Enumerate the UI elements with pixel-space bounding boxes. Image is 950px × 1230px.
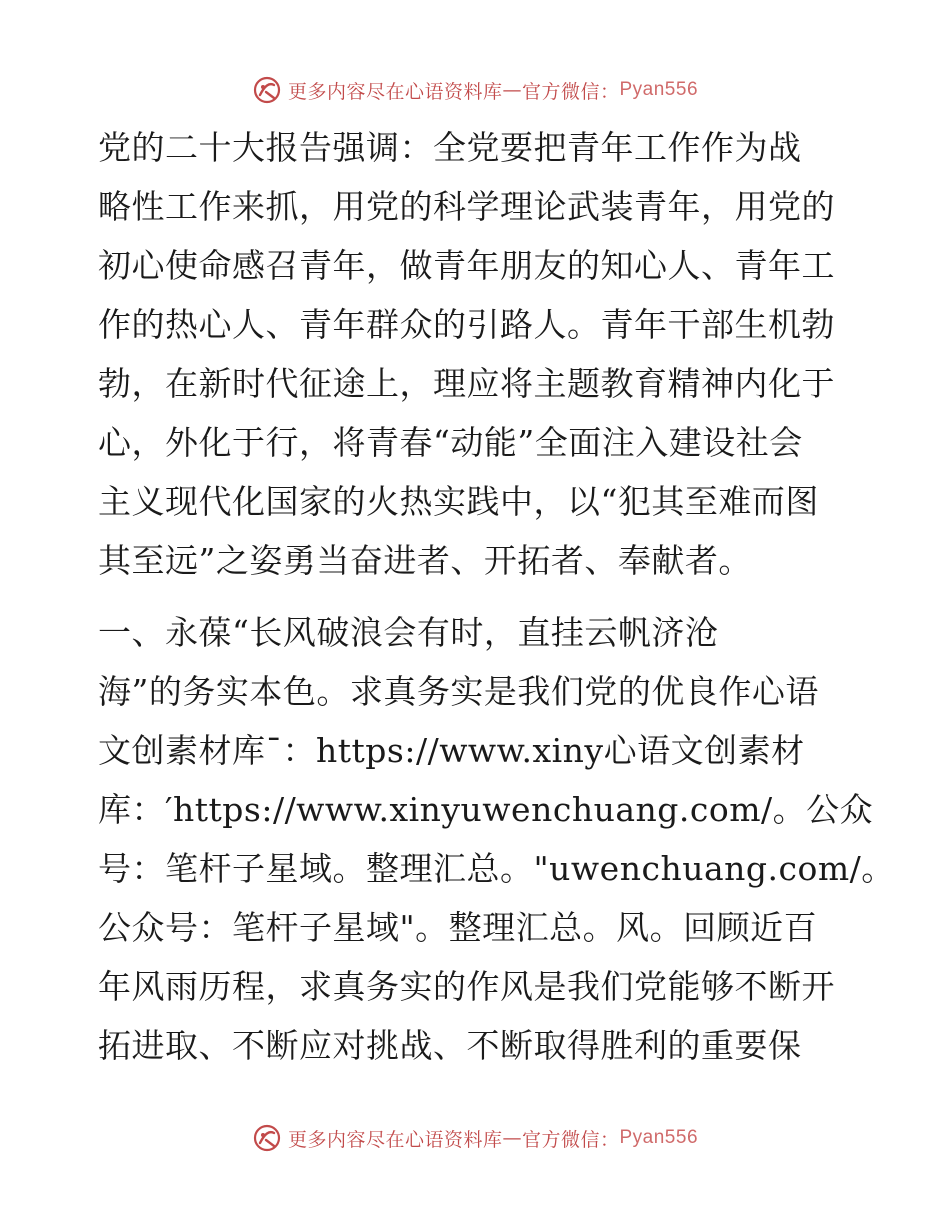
- text-line: 初心使命感召青年，做青年朋友的知心人、青年工: [98, 246, 835, 285]
- footer-wechat-id: Pyan556: [619, 1127, 699, 1148]
- header-banner: [0, 70, 950, 110]
- text-line: 略性工作来抓，用党的科学理论武装青年，用党的: [98, 187, 835, 226]
- text-line: 拓进取、不断应对挑战、不断取得胜利的重要保: [98, 1026, 802, 1065]
- footer-wechat-label: 官方微信：: [521, 1128, 620, 1151]
- header-brand-text: 更多内容尽在心语资料库: [287, 80, 503, 103]
- footer-banner: [0, 1118, 950, 1158]
- text-line: 海”的务实本色。求真务实是我们党的优良作心语: [98, 672, 819, 711]
- text-line: 年风雨历程，求真务实的作风是我们党能够不断开: [98, 967, 835, 1006]
- text-line: 一、永葆“长风破浪会有时，直挂云帆济沧: [98, 613, 719, 652]
- header-wechat-label: 官方微信：: [521, 80, 620, 103]
- body-paragraph-2: [98, 603, 895, 1075]
- text-line: 党的二十大报告强调：全党要把青年工作作为战: [98, 128, 802, 167]
- text-line: 库：′https://www.xinyuwenchuang.com/。公众: [98, 790, 874, 829]
- footer-separator: —: [502, 1127, 522, 1149]
- header-wechat-id: Pyan556: [619, 79, 699, 100]
- body-paragraph-1: [98, 118, 858, 590]
- text-line: 其至远”之姿勇当奋进者、开拓者、奉献者。: [98, 541, 752, 580]
- text-line: 心，外化于行，将青春“动能”全面注入建设社会: [98, 423, 803, 462]
- footer-brand-text: 更多内容尽在心语资料库: [287, 1128, 503, 1151]
- header-separator: —: [502, 79, 522, 101]
- text-line: 号：笔杆子星域。整理汇总。"uwenchuang.com/。: [98, 849, 895, 888]
- text-line: 主义现代化国家的火热实践中，以“犯其至难而图: [98, 482, 819, 521]
- text-line: 公众号：笔杆子星域"。整理汇总。风。回顾近百: [98, 908, 818, 947]
- brand-logo-icon: [252, 1123, 282, 1153]
- brand-logo-icon: [252, 75, 282, 105]
- text-line: 作的热心人、青年群众的引路人。青年干部生机勃: [98, 305, 835, 344]
- text-line: 文创素材库¯：https://www.xiny心语文创素材: [98, 731, 805, 770]
- text-line: 勃，在新时代征途上，理应将主题教育精神内化于: [98, 364, 835, 403]
